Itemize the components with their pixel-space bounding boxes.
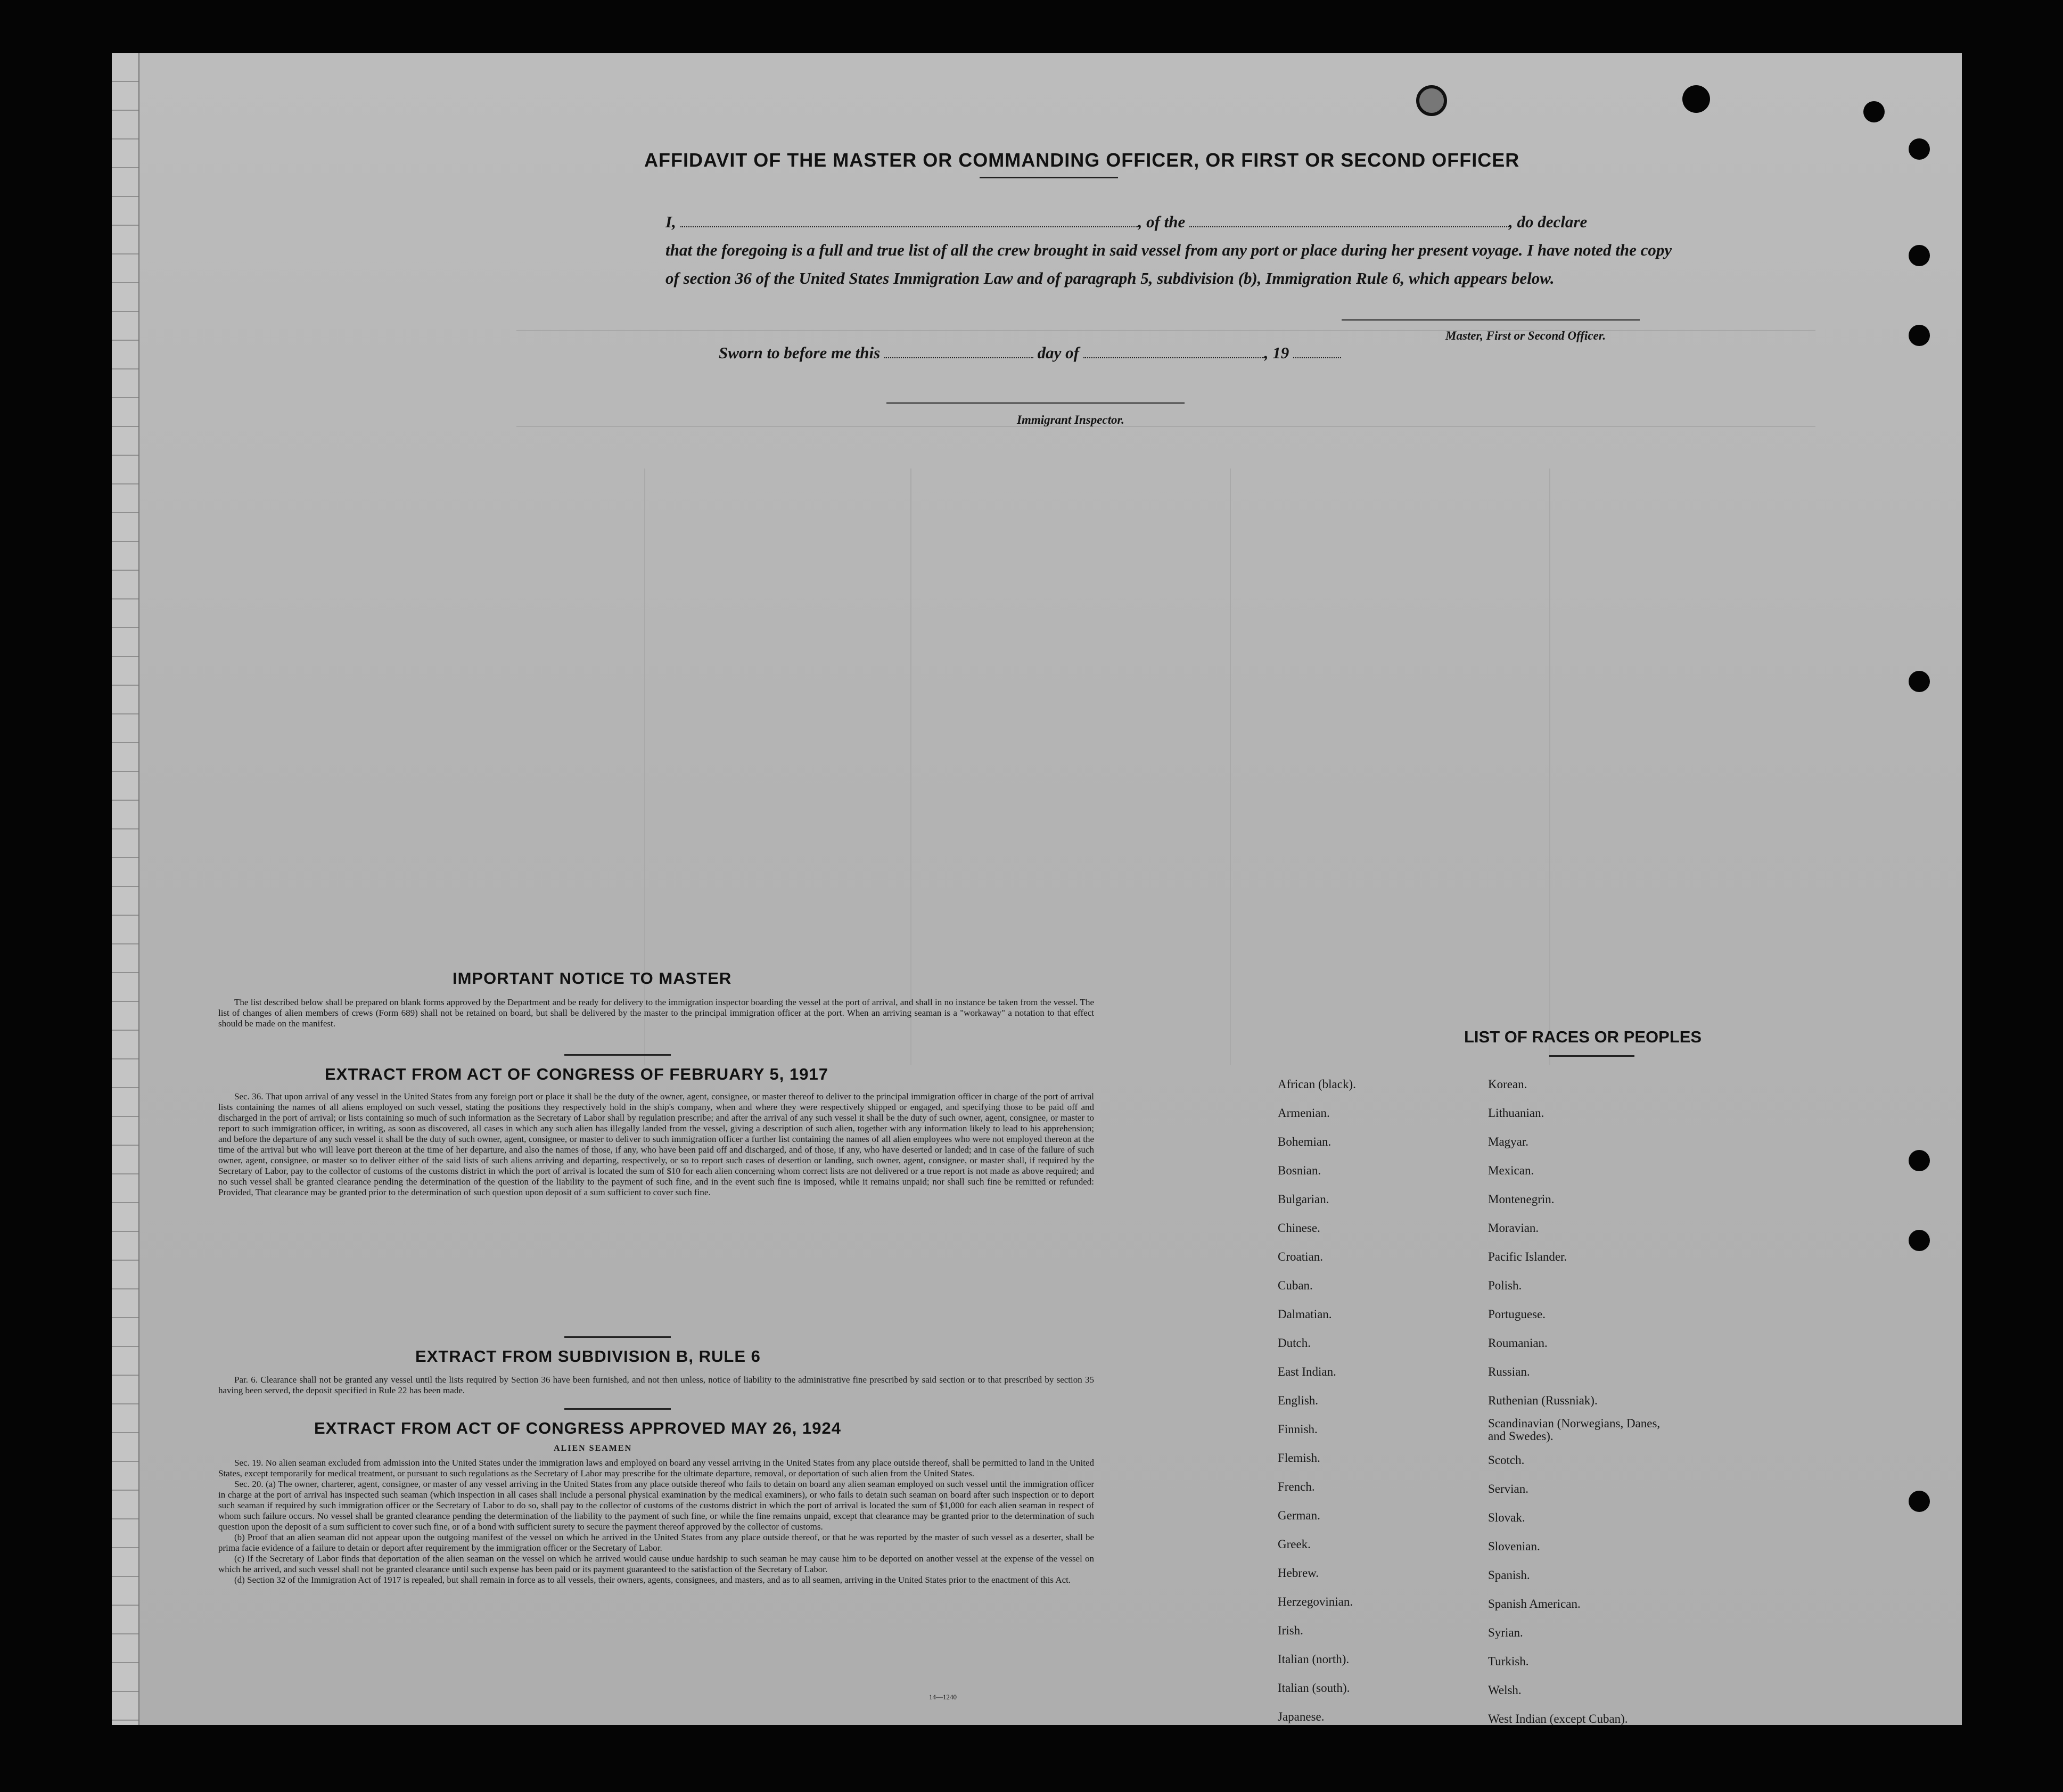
extract-1917-block xyxy=(218,1091,1094,1198)
punch-hole xyxy=(1416,85,1447,116)
race-item: Greek. xyxy=(1278,1538,1311,1551)
extract-1924-paragraph: (c) If the Secretary of Labor finds that deportation of the alien seaman on the vessel on which he arrived would cause undue hardship to such seaman he may cause him to be deported on another vessel at the expense of the vessel on which he arrived, and such vessel shall not be granted clearance until such expense has been paid or its payment guaranteed to the satisfaction of the Secretary of Labor. xyxy=(218,1553,1094,1574)
master-name-field[interactable] xyxy=(680,226,1138,227)
notice-title: IMPORTANT NOTICE TO MASTER xyxy=(453,969,732,988)
race-item: Montenegrin. xyxy=(1488,1193,1555,1206)
punch-hole xyxy=(1863,101,1885,122)
bleed-through-column xyxy=(910,468,911,1065)
extract-1924-title: EXTRACT FROM ACT OF CONGRESS APPROVED MAY 26, 1924 xyxy=(314,1419,841,1437)
bleed-through-title xyxy=(554,117,1962,149)
affidavit-i-label: I, xyxy=(665,212,676,231)
race-item: Syrian. xyxy=(1488,1626,1523,1639)
section-divider xyxy=(564,1336,671,1338)
affidavit-title: AFFIDAVIT OF THE MASTER OR COMMANDING OFFICER, OR FIRST OR SECOND OFFICER xyxy=(644,149,1520,171)
race-item: Finnish. xyxy=(1278,1423,1318,1436)
sworn-statement-row xyxy=(719,343,1341,363)
races-title: LIST OF RACES OR PEOPLES xyxy=(1464,1027,1702,1046)
race-item: Russian. xyxy=(1488,1365,1530,1378)
sworn-day-field[interactable] xyxy=(884,357,1033,358)
sworn-year-field[interactable] xyxy=(1293,357,1341,358)
sworn-month-field[interactable] xyxy=(1083,357,1264,358)
title-divider xyxy=(980,177,1118,178)
race-item: Ruthenian (Russniak). xyxy=(1488,1394,1598,1407)
bleed-through-column xyxy=(1549,468,1550,1065)
race-item: Spanish American. xyxy=(1488,1597,1581,1610)
day-of-label: day of xyxy=(1037,343,1079,362)
punch-hole xyxy=(1909,671,1930,692)
race-item: Scandinavian (Norwegians, Danes, and Swedes). xyxy=(1488,1417,1661,1443)
bleed-through-column xyxy=(1230,468,1231,1065)
punch-hole xyxy=(1909,1230,1930,1251)
race-item: Scotch. xyxy=(1488,1453,1525,1467)
punch-hole xyxy=(1909,325,1930,346)
extract-1924-paragraph: (d) Section 32 of the Immigration Act of 1917 is repealed, but shall remain in force as to all vessels, their owners, agents, consignees, and masters, and as to all seamen, arriving in the United States prior to the enactment of this Act. xyxy=(234,1575,1071,1585)
race-item: Servian. xyxy=(1488,1482,1529,1495)
race-item: Korean. xyxy=(1488,1078,1527,1091)
extract-rule6-title: EXTRACT FROM SUBDIVISION B, RULE 6 xyxy=(415,1347,761,1366)
affidavit-statement-block xyxy=(665,208,1688,292)
race-item: Roumanian. xyxy=(1488,1336,1548,1350)
race-item: Cuban. xyxy=(1278,1279,1313,1292)
sworn-label: Sworn to before me this xyxy=(719,343,881,362)
punch-hole xyxy=(1682,85,1710,113)
affidavit-declare-label: , do declare xyxy=(1509,212,1588,231)
race-item: African (black). xyxy=(1278,1078,1356,1091)
section-divider xyxy=(564,1054,671,1056)
race-item: Mexican. xyxy=(1488,1164,1534,1177)
section-divider xyxy=(564,1408,671,1410)
extract-1924-paragraph: Sec. 20. (a) The owner, charterer, agent, consignee, or master of any vessel arriving in the United States from any place outside thereof who fails to detain on board any alien seaman employed on such vessel until the immigration officer in charge at the port of arrival has inspected such seaman (which inspection in all cases shall include a personal physical examination by the medical examiners), or who fails to detain such seaman on board after such inspection or to deport such seaman if required by such immigration officer or the Secretary of Labor to do so, shall pay to the collector of customs of the customs district in which the port of arrival is located the sum of $1,000 for each alien seaman in respect of whom such failure occurs. No vessel shall be granted clearance pending the determination of the liability to the payment of such fine, or while the fine remains unpaid, except that clearance may be granted prior to the determination of such question upon the deposit of a sum sufficient to cover such fine, or of a bond with sufficient surety to secure the payment thereof approved by the collector of customs. xyxy=(218,1479,1094,1532)
race-item: Portuguese. xyxy=(1488,1308,1546,1321)
race-item: Turkish. xyxy=(1488,1655,1529,1668)
race-item: Pacific Islander. xyxy=(1488,1250,1567,1263)
race-item: Hebrew. xyxy=(1278,1566,1319,1580)
race-item: Moravian. xyxy=(1488,1221,1539,1235)
race-item: Polish. xyxy=(1488,1279,1522,1292)
race-item: Bosnian. xyxy=(1278,1164,1321,1177)
race-item: Irish. xyxy=(1278,1624,1303,1637)
races-column-1 xyxy=(1278,1070,1356,1725)
race-item: Croatian. xyxy=(1278,1250,1323,1263)
extract-rule6-text: Par. 6. Clearance shall not be granted any vessel until the lists required by Section 36 have been furnished, and not then unless, notice of liability to the administrative fine prescribed by said section or to that prescribed by section 35 having been served, the deposit specified in Rule 22 has been made. xyxy=(218,1375,1094,1395)
race-item: Flemish. xyxy=(1278,1451,1320,1465)
vessel-name-field[interactable] xyxy=(1189,226,1509,227)
extract-1917-title: EXTRACT FROM ACT OF CONGRESS OF FEBRUARY 5, 1917 xyxy=(325,1065,828,1083)
signature-label: Master, First or Second Officer. xyxy=(1445,329,1606,342)
extract-1924-block xyxy=(218,1458,1094,1585)
extract-rule6-block xyxy=(218,1375,1094,1396)
race-item: Japanese. xyxy=(1278,1710,1325,1723)
race-item: Chinese. xyxy=(1278,1221,1320,1235)
race-item: Bohemian. xyxy=(1278,1135,1332,1148)
race-item: Italian (south). xyxy=(1278,1681,1350,1695)
punch-hole xyxy=(1909,245,1930,266)
punch-hole xyxy=(1909,138,1930,160)
races-column-2 xyxy=(1488,1070,1664,1725)
race-item: Dalmatian. xyxy=(1278,1308,1332,1321)
race-item: West Indian (except Cuban). xyxy=(1488,1712,1628,1725)
ledger-strip xyxy=(112,53,139,1725)
race-item: Welsh. xyxy=(1488,1683,1522,1697)
notice-text-block xyxy=(218,997,1094,1029)
race-item: Dutch. xyxy=(1278,1336,1311,1350)
race-item: English. xyxy=(1278,1394,1319,1407)
form-number: 14—1240 xyxy=(929,1693,957,1701)
punch-hole xyxy=(1909,1150,1930,1171)
year-label: , 19 xyxy=(1264,343,1289,362)
race-item: Herzegovinian. xyxy=(1278,1595,1353,1608)
extract-1917-text: Sec. 36. That upon arrival of any vessel in the United States from any foreign port or place it shall be the duty of the owner, agent, consignee, or master thereof to deliver to the principal immigration officer in charge of the port of arrival lists containing the names of all aliens employed on such vessel, stating the positions they respectively hold in the ship's company, when and where they were respectively shipped or engaged, and specifying those to be paid off and discharged in the port of arrival; or lists containing so much of such information as the Secretary of Labor shall by regulation prescribe; and after the arrival of any such vessel it shall be the duty of such owner, agent, consignee, or master to report to such immigration officer, in writing, as soon as discovered, all cases in which any such alien has illegally landed from the vessel, giving a description of such alien, together with any information likely to lead to his apprehension; and before the departure of any such vessel it shall be the duty of such owner, agent, consignee, or master to deliver to such immigration officer a further list containing the names of all alien employees who were not employed thereon at the time of the arrival but who will leave port thereon at the time of her departure, and also the names of those, if any, who have been paid off and discharged, and of those, if any, who have deserted or landed; and in case of the failure of such owner, agent, consignee, or master so to deliver either of the said lists of such aliens arriving and departing, respectively, or so to report such cases of desertion or landing, such owner, agent, consignee, or master shall, if required by the Secretary of Labor, pay to the collector of customs of the customs district in which the port of arrival is located the sum of $10 for each alien concerning whom correct lists are not delivered or a true report is not made as above required; and no such vessel shall be granted clearance pending the determination of the question of the liability to the payment of such fine, and in the event such fine is imposed, while it remains unpaid; nor shall such fine be remitted or refunded: Provided, That clearance may be granted prior to the determination of such question upon deposit of a sum sufficient to cover such fine. xyxy=(218,1091,1094,1197)
master-signature-line[interactable] xyxy=(1342,319,1640,320)
race-item: Bulgarian. xyxy=(1278,1193,1329,1206)
race-item: Italian (north). xyxy=(1278,1653,1350,1666)
race-item: German. xyxy=(1278,1509,1320,1522)
race-item: Lithuanian. xyxy=(1488,1106,1544,1120)
race-item: Magyar. xyxy=(1488,1135,1529,1148)
alien-seamen-subtitle: ALIEN SEAMEN xyxy=(554,1444,632,1453)
punch-hole xyxy=(1909,1491,1930,1512)
extract-1924-paragraph: Sec. 19. No alien seaman excluded from admission into the United States under the immigration laws and employed on board any vessel arriving in the United States from any place outside thereof, shall be permitted to land in the United States, except temporarily for medical treatment, or pursuant to such regulations as the Secretary of Labor may prescribe for the ultimate departure, removal, or deportation of such alien from the United States. xyxy=(218,1458,1094,1478)
affidavit-of-the-label: , of the xyxy=(1138,212,1186,231)
race-item: East Indian. xyxy=(1278,1365,1336,1378)
bleed-through-rule xyxy=(516,426,1815,427)
affidavit-statement: that the foregoing is a full and true list of all the crew brought in said vessel from any port or place during her present voyage. I have noted the copy of section 36 of the United States Immigration Law and of paragraph 5, subdivision (b), Immigration Rule 6, which appears below. xyxy=(665,241,1672,287)
manifest-sheet xyxy=(112,53,1962,1725)
race-item: Slovenian. xyxy=(1488,1540,1540,1553)
race-item: Slovak. xyxy=(1488,1511,1525,1524)
bleed-through-rule xyxy=(516,330,1815,331)
race-item: Armenian. xyxy=(1278,1106,1330,1120)
notice-text: The list described below shall be prepared on blank forms approved by the Department and be ready for delivery to the immigration inspector boarding the vessel at the port of arrival, and shall in no instance be taken from the vessel. The list of changes of alien members of crews (Form 689) shall not be retained on board, but shall be delivered by the master to the principal immigration officer at the port. When an arriving seaman is a "workaway" a notation to that effect should be made on the manifest. xyxy=(218,997,1094,1029)
inspector-signature-line[interactable] xyxy=(886,402,1185,404)
inspector-label: Immigrant Inspector. xyxy=(1017,413,1124,426)
extract-1924-paragraph: (b) Proof that an alien seaman did not appear upon the outgoing manifest of the vessel on which he arrived in the United States from any place outside thereof, or that he was reported by the master of such vessel as a deserter, shall be prima facie evidence of a failure to detain or deport after requirement by the immigration officer or the Secretary of Labor. xyxy=(218,1532,1094,1553)
race-item: French. xyxy=(1278,1480,1315,1493)
race-item: Spanish. xyxy=(1488,1568,1530,1582)
title-divider xyxy=(1549,1055,1634,1057)
